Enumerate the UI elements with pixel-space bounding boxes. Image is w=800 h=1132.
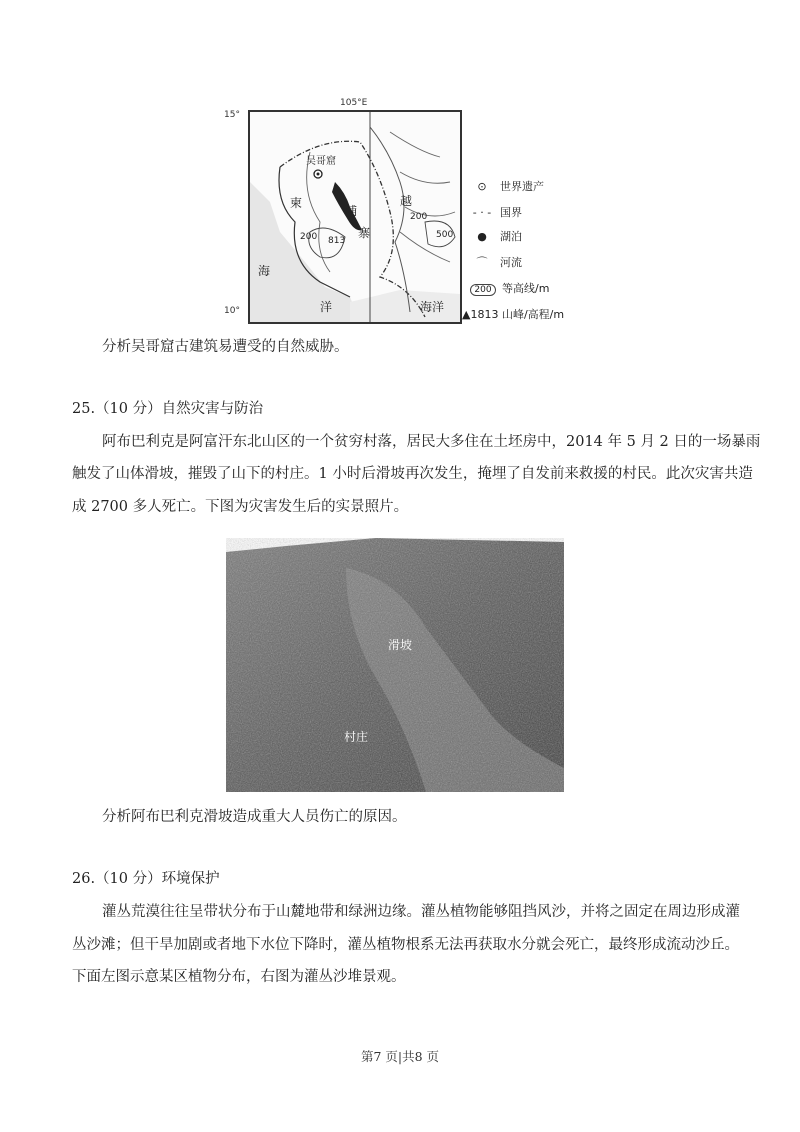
legend-label: 湖泊 xyxy=(500,230,522,243)
heritage-site-center xyxy=(317,173,320,176)
legend-label: 山峰/高程/m xyxy=(501,308,565,321)
legend-peak xyxy=(462,306,564,322)
legend-label: 等高线/m xyxy=(502,282,550,295)
latitude-bottom-label: 10° xyxy=(224,306,240,316)
legend-lake xyxy=(470,228,522,244)
legend-label: 国界 xyxy=(500,206,522,219)
legend-heritage xyxy=(470,178,544,194)
photo-image xyxy=(226,538,564,792)
q25-question: 分析阿布巴利克滑坡造成重大人员伤亡的原因。 xyxy=(102,809,407,825)
legend-river xyxy=(470,254,522,270)
region-label-3: 寨 xyxy=(358,226,371,240)
river-icon: ⌒ xyxy=(476,256,488,269)
slide-label: 滑坡 xyxy=(388,638,413,652)
peak-label: 813 xyxy=(328,236,346,246)
contour-label-2: 200 xyxy=(410,212,428,222)
legend-border xyxy=(470,204,522,220)
q25-heading: 25.（10 分）自然灾害与防治 xyxy=(72,401,264,417)
region-label-4: 越 xyxy=(400,194,413,208)
lake-icon: ● xyxy=(477,230,487,243)
q25-para-line-2: 触发了山体滑坡，摧毁了山下的村庄。1 小时后滑坡再次发生，掩埋了自发前来救援的村民。此次灾害共造 xyxy=(72,466,753,482)
latitude-top-label: 15° xyxy=(224,110,240,120)
q24-question: 分析吴哥窟古建筑易遭受的自然威胁。 xyxy=(102,339,349,355)
peak-icon: ▲1813 xyxy=(462,308,499,321)
longitude-label: 105°E xyxy=(340,98,368,108)
contour-icon: 200 xyxy=(470,284,496,296)
angkor-map-figure xyxy=(222,98,582,328)
q26-para-line-1: 灌丛荒漠往往呈带状分布于山麓地带和绿洲边缘。灌丛植物能够阻挡风沙，并将之固定在周边形成灌 xyxy=(102,904,740,920)
village-label: 村庄 xyxy=(344,730,369,744)
sea-label-3: 海洋 xyxy=(420,300,445,314)
contour-label-3: 500 xyxy=(436,230,454,240)
region-label-1: 柬 xyxy=(290,196,303,210)
border-line-icon: - · - xyxy=(472,206,492,219)
landslide-photo xyxy=(226,538,564,792)
contour-label-1: 200 xyxy=(300,232,318,242)
legend-label: 世界遗产 xyxy=(500,180,544,193)
sea-label-1: 海 xyxy=(258,264,271,278)
sea-label-2: 洋 xyxy=(320,300,333,314)
q25-para-line-1: 阿布巴利克是阿富汗东北山区的一个贫穷村落，居民大多住在土坯房中，2014 年 5 月 2 日的一场暴雨 xyxy=(102,434,761,450)
q26-para-line-2: 丛沙滩；但干旱加剧或者地下水位下降时，灌丛植物根系无法再获取水分就会死亡，最终形成流动沙丘。 xyxy=(72,937,739,953)
q26-heading: 26.（10 分）环境保护 xyxy=(72,871,220,887)
photo-grain xyxy=(226,538,564,792)
q26-para-line-3: 下面左图示意某区植物分布，右图为灌丛沙堆景观。 xyxy=(72,969,406,985)
map-frame xyxy=(248,110,462,324)
q25-para-line-3: 成 2700 多人死亡。下图为灾害发生后的实景照片。 xyxy=(72,499,409,515)
river-mekong xyxy=(370,127,413,312)
region-label-2: 埔 xyxy=(345,204,358,218)
site-label: 吴哥窟 xyxy=(306,156,336,167)
legend-contour xyxy=(470,280,549,296)
page-footer: 第7 页|共8 页 xyxy=(360,1049,440,1064)
heritage-icon: ⊙ xyxy=(477,180,487,193)
legend-label: 河流 xyxy=(500,256,522,269)
